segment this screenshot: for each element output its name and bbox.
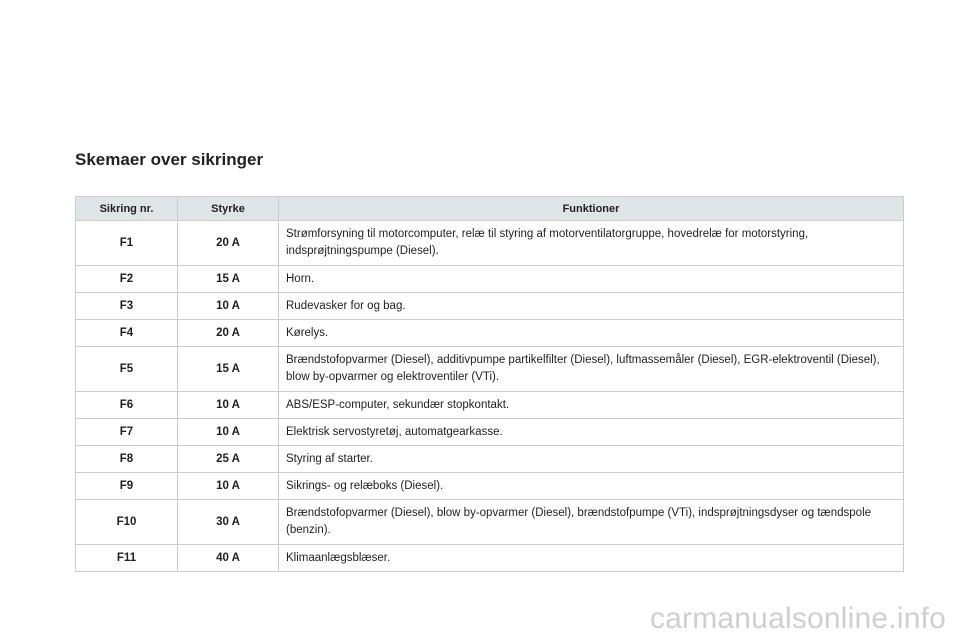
fuse-amperage-cell: 40 A: [178, 545, 279, 572]
fuse-function-cell: Brændstofopvarmer (Diesel), blow by-opvarmer (Diesel), brændstofpumpe (VTi), indsprøjtningsdyser og tændspole (benzin).: [279, 500, 904, 545]
fuse-number-cell: F8: [76, 446, 178, 473]
fuse-function-cell: Klimaanlægsblæser.: [279, 545, 904, 572]
fuse-number-cell: F1: [76, 221, 178, 266]
table-row: [76, 266, 904, 293]
table-row: [76, 320, 904, 347]
fuse-amperage-cell: 20 A: [178, 320, 279, 347]
fuse-function-cell: Sikrings- og relæboks (Diesel).: [279, 473, 904, 500]
fuse-amperage-cell: 20 A: [178, 221, 279, 266]
fuse-amperage-cell: 10 A: [178, 419, 279, 446]
fuse-function-cell: Elektrisk servostyretøj, automatgearkasse.: [279, 419, 904, 446]
watermark-text: carmanualsonline.info: [649, 602, 946, 635]
table-row: [76, 545, 904, 572]
fuse-number-cell: F3: [76, 293, 178, 320]
table-row: [76, 419, 904, 446]
fuse-function-cell: Strømforsyning til motorcomputer, relæ til styring af motorventilatorgruppe, hovedrelæ for motorstyring, indsprøjtningspumpe (Diesel).: [279, 221, 904, 266]
page-title: Skemaer over sikringer: [75, 150, 264, 169]
fuse-amperage-cell: 10 A: [178, 473, 279, 500]
fuse-number-cell: F5: [76, 347, 178, 392]
fuse-number-cell: F6: [76, 392, 178, 419]
fuse-number-cell: F10: [76, 500, 178, 545]
fuse-function-cell: ABS/ESP-computer, sekundær stopkontakt.: [279, 392, 904, 419]
fuse-function-cell: Kørelys.: [279, 320, 904, 347]
header-functions: Funktioner: [279, 197, 904, 221]
fuse-amperage-cell: 15 A: [178, 347, 279, 392]
fuse-amperage-cell: 10 A: [178, 293, 279, 320]
fuse-function-cell: Brændstofopvarmer (Diesel), additivpumpe partikelfilter (Diesel), luftmassemåler (Diesel), EGR-elektroventil (Diesel), blow by-opvarmer og elektroventiler (VTi).: [279, 347, 904, 392]
fuse-amperage-cell: 10 A: [178, 392, 279, 419]
fuse-amperage-cell: 30 A: [178, 500, 279, 545]
fuse-function-cell: Rudevasker for og bag.: [279, 293, 904, 320]
fuse-number-cell: F7: [76, 419, 178, 446]
header-amperage: Styrke: [178, 197, 279, 221]
table-row: [76, 500, 904, 545]
table-row: [76, 293, 904, 320]
table-header-row: [76, 197, 904, 221]
table-row: [76, 221, 904, 266]
fuse-number-cell: F4: [76, 320, 178, 347]
fuse-number-cell: F2: [76, 266, 178, 293]
fuse-number-cell: F9: [76, 473, 178, 500]
fuse-table: [75, 196, 904, 572]
table-row: [76, 392, 904, 419]
fuse-amperage-cell: 25 A: [178, 446, 279, 473]
fuse-number-cell: F11: [76, 545, 178, 572]
table-row: [76, 446, 904, 473]
fuse-function-cell: Horn.: [279, 266, 904, 293]
fuse-function-cell: Styring af starter.: [279, 446, 904, 473]
table-row: [76, 473, 904, 500]
table-body: [76, 221, 904, 572]
table-row: [76, 347, 904, 392]
header-fuse-number: Sikring nr.: [76, 197, 178, 221]
fuse-amperage-cell: 15 A: [178, 266, 279, 293]
